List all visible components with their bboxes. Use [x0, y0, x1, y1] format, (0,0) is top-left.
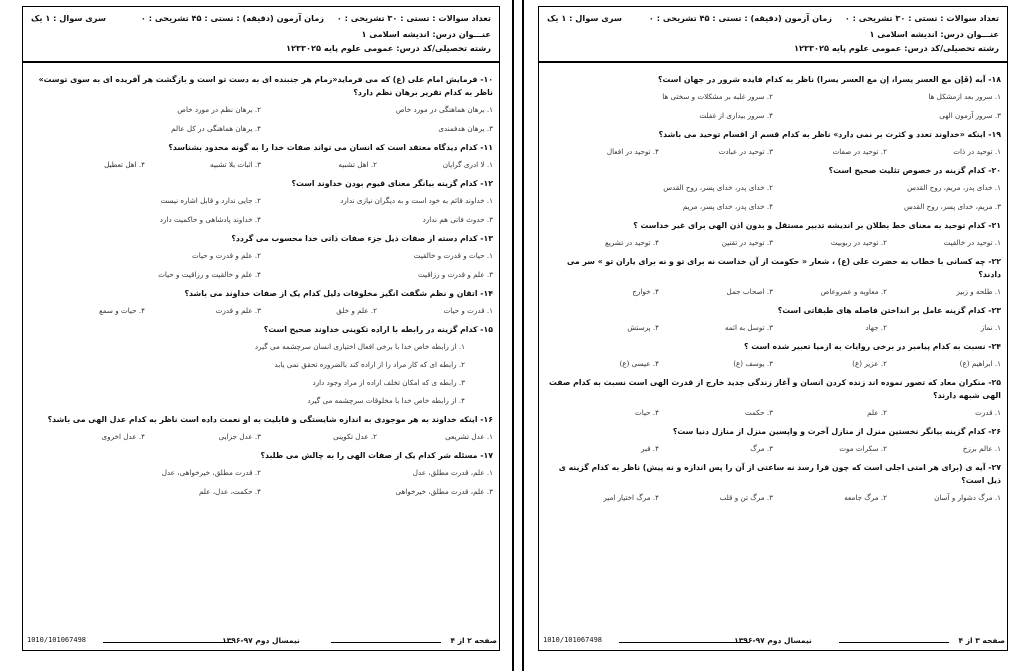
answer-options — [29, 104, 493, 135]
answer-options — [29, 431, 493, 443]
answer-options — [545, 237, 1001, 249]
answer-option: ۱. توحید در خالقیت — [943, 238, 1001, 247]
answer-option: ۱. لا ادری گرایان — [442, 160, 493, 169]
term-label: نیمسال دوم ۹۷-۱۳۹۶ — [734, 636, 812, 645]
question-text: ۱۲- کدام گزینه بیانگر معنای قیوم بودن خداوند است؟ — [291, 179, 493, 188]
answer-option: ۲. سکرات موت — [839, 444, 887, 453]
course-title: عنـــوان درس: اندیشه اسلامی ۱ — [869, 29, 999, 39]
answer-option: ۴. قبر — [640, 444, 659, 453]
exam-sheet — [538, 6, 1008, 651]
answer-option: ۴. عیسی (ع) — [619, 359, 659, 368]
exam-sheet — [22, 6, 500, 651]
answer-option: ۴. توحید در تشریع — [605, 238, 659, 247]
answer-option: ۳. رابطه ی که امکان تخلف اراده از مراد وجود دارد — [312, 378, 465, 387]
answer-option: ۲. جایی ندارد و قابل اشاره نیست — [160, 196, 261, 205]
answer-option: ۳. برهان هدفمندی — [438, 124, 493, 133]
answer-option: ۲. علم و قدرت و حیات — [192, 251, 261, 260]
term-label: نیمسال دوم ۹۷-۱۳۹۶ — [222, 636, 300, 645]
answer-option: ۴. توحید در افعال — [606, 147, 659, 156]
answer-option: ۱. عدل تشریعی — [445, 432, 493, 441]
answer-options — [29, 305, 493, 317]
page-footer — [539, 634, 1007, 648]
answer-options — [29, 195, 493, 226]
answer-option: ۱. قدرت و حیات — [443, 306, 493, 315]
answer-options — [545, 286, 1001, 298]
answer-option: ۱. علم، قدرت مطلق، عدل — [412, 468, 493, 477]
answer-option: ۳. حدوث فانی هم ندارد — [422, 215, 493, 224]
answer-option: ۳. توحید در عبادت — [718, 147, 773, 156]
answer-option: ۳. توحید در تقنین — [721, 238, 773, 247]
exam-code: 1010/101067498 — [543, 636, 603, 644]
answer-option: ۴. اهل تعطیل — [104, 160, 145, 169]
question-text: ۲۷- آیه ی (برای هر امتی اجلی است که چون فرا رسد نه ساعتی از آن را پس اندازه و نه پیش) ناظر به کدام گزینه ی ذیل است؟ — [558, 463, 1001, 485]
answer-option: ۳. اثبات بلا تشبیه — [209, 160, 261, 169]
answer-option: ۱. مرگ دشوار و آسان — [934, 493, 1001, 502]
answer-options — [545, 146, 1001, 158]
answer-option: ۱. نماز — [980, 323, 1001, 332]
answer-option: ۳. علم و قدرت — [215, 306, 261, 315]
answer-option: ۱. ابراهیم (ع) — [959, 359, 1001, 368]
num-questions: تعداد سوالات : تستی : ۳۰ تشریحی : ۰ — [336, 13, 491, 23]
question-text: ۱۰- فرمایش امام علی (ع) که می فرماید«زمام هر جنبنده ای به دست تو است و بازگشت هر آفریده ای به سوی توست» ناظر به کدام تقریر برهان نظم دارد؟ — [38, 75, 493, 97]
answer-option: ۴. حیات و سمع — [98, 306, 145, 315]
exam-time: زمان آزمون (دقیقه) : تستی : ۴۵ تشریحی : ۰ — [140, 13, 324, 23]
page-number: صفحه ۳ از ۴ — [958, 636, 1005, 645]
num-questions: تعداد سوالات : تستی : ۳۰ تشریحی : ۰ — [844, 13, 999, 23]
answer-option: ۲. برهان نظم در مورد خاص — [177, 105, 261, 114]
question-text: ۱۶- اینکه خداوند به هر موجودی به اندازه شایستگی و قابلیت به او نعمت داده است ناظر به کدام عدل الهی می باشد؟ — [47, 415, 493, 424]
question-text: ۲۱- کدام توحید به معنای خط بطلان بر اندیشه تدبیر مستقل و بدون اذن الهی برای غیر خداست ؟ — [633, 221, 1001, 230]
answer-option: ۱. توحید در ذات — [953, 147, 1001, 156]
exam-code: 1010/101067498 — [27, 636, 87, 644]
answer-option: ۲. مرگ جامعه — [844, 493, 887, 502]
answer-option: ۳. اصحاب جمل — [726, 287, 773, 296]
answer-option: ۱. سرور بعد ازمشکل ها — [928, 92, 1001, 101]
answer-options — [545, 91, 1001, 122]
answer-option: ۴. پرستش — [627, 323, 659, 332]
answer-option: ۳. حکمت — [744, 408, 773, 417]
question-text: ۱۳- کدام دسته از صفات ذیل جزء صفات ذاتی خدا محسوب می گردد؟ — [231, 234, 493, 243]
answer-option: ۱. حیات و قدرت و خالقیت — [413, 251, 493, 260]
answer-option: ۴. عدل اخروی — [101, 432, 145, 441]
question-text: ۲۲- چه کسانی با خطاب به حضرت علی (ع) ، شعار « حکومت از آن خداست نه برای تو و نه برای یاران تو » سر می دادند؟ — [567, 257, 1001, 279]
question-text: ۱۵- کدام گزینه در رابطه با اراده تکوینی خداوند صحیح است؟ — [263, 325, 493, 334]
question-text: ۱۴- اتقان و نظم شگفت انگیز مخلوقات دلیل کدام یک از صفات خداوند می باشد؟ — [184, 289, 493, 298]
answer-option: ۴. علم و خالقیت و رزاقیت و حیات — [158, 270, 261, 279]
answer-option: ۳. عدل جزایی — [218, 432, 261, 441]
answer-options — [545, 182, 1001, 213]
field-code: رشته تحصیلی/کد درس: عمومی علوم پایه ۱۲۳۳۰۲۵ — [794, 43, 999, 53]
answer-options — [545, 407, 1001, 419]
answer-option: ۳. مریم، خدای پسر، روح القدس — [904, 202, 1001, 211]
answer-option: ۴. حکمت، عدل، علم — [198, 487, 261, 496]
answer-option: ۲. اهل تشبیه — [338, 160, 377, 169]
answer-option: ۲. سرور غلبه بر مشکلات و سختی ها — [662, 92, 773, 101]
series-number: سری سوال : ۱ یک — [31, 13, 106, 23]
answer-option: ۴. خدای پدر، خدای پسر، مریم — [682, 202, 773, 211]
answer-option: ۳. توسل به ائمه — [724, 323, 773, 332]
questions-list — [29, 67, 493, 628]
question-text: ۱۷- مسئله شر کدام یک از صفات الهی را به چالش می طلبد؟ — [260, 451, 493, 460]
series-number: سری سوال : ۱ یک — [547, 13, 622, 23]
answer-option: ۲. رابطه ای که کار مراد را از اراده کند بالضروره تحقق نمی یابد — [274, 360, 465, 369]
answer-options — [545, 358, 1001, 370]
answer-options — [545, 443, 1001, 455]
answer-option: ۳. علم، قدرت مطلق، خیرخواهی — [395, 487, 493, 496]
answer-option: ۴. خداوند پادشاهی و حاکمیت دارد — [159, 215, 261, 224]
answer-option: ۳. علم و قدرت و رزاقیت — [417, 270, 493, 279]
exam-page-3 — [522, 0, 1024, 671]
question-text: ۱۹- اینکه «خداوند تعدد و کثرت بر نمی دارد» ناظر به کدام قسم از اقسام توحید می باشد؟ — [658, 130, 1001, 139]
answer-option: ۲. جهاد — [865, 323, 887, 332]
answer-option: ۲. قدرت مطلق، خیرخواهی، عدل — [161, 468, 261, 477]
answer-option: ۱. قدرت — [975, 408, 1001, 417]
answer-option: ۳. مرگ تن و قلب — [719, 493, 773, 502]
question-text: ۱۱- کدام دیدگاه معتقد است که انسان می تواند صفات خدا را به گونه محدود بشناسد؟ — [168, 143, 493, 152]
question-text: ۲۶- کدام گزینه بیانگر نخستین منزل از منازل آخرت و واپسین منزل از منازل دنیا ست؟ — [672, 427, 1001, 436]
answer-options — [29, 159, 493, 171]
answer-option: ۳. سرور آزمون الهی — [939, 111, 1001, 120]
answer-option: ۴. سرور بیداری از غفلت — [699, 111, 773, 120]
answer-option: ۱. از رابطه خاص خدا با برخی افعال اختیاری انسان سرچشمه می گیرد — [254, 342, 465, 351]
answer-option: ۲. علم — [867, 408, 887, 417]
answer-options — [545, 492, 1001, 504]
questions-list — [545, 67, 1001, 628]
question-text: ۲۳- کدام گزینه عامل بر انداختن فاصله های طبقاتی است؟ — [777, 306, 1001, 315]
answer-option: ۲. علم و خلق — [336, 306, 377, 315]
question-text: ۲۰- کدام گزینه در خصوص تثلیث صحیح است؟ — [828, 166, 1001, 175]
answer-option: ۱. خداوند قائم به خود است و به دیگران نیازی ندارد — [340, 196, 493, 205]
answer-options — [29, 467, 493, 498]
field-code: رشته تحصیلی/کد درس: عمومی علوم پایه ۱۲۳۳۰۲۵ — [286, 43, 491, 53]
course-title: عنـــوان درس: اندیشه اسلامی ۱ — [361, 29, 491, 39]
answer-option: ۴. مرگ اختیار امیر — [603, 493, 659, 502]
answer-option: ۲. عزیر (ع) — [852, 359, 887, 368]
answer-options — [29, 250, 493, 281]
answer-option: ۴. از رابطه خاص خدا با مخلوقات سرچشمه می گیرد — [307, 396, 465, 405]
answer-option: ۲. خدای پدر، خدای پسر، روح القدس — [663, 183, 773, 192]
answer-options — [545, 322, 1001, 334]
page-footer — [23, 634, 499, 648]
answer-option: ۱. عالم برزخ — [962, 444, 1001, 453]
answer-option: ۲. توحید در صفات — [832, 147, 887, 156]
answer-option: ۱. طلحه و زبیر — [956, 287, 1001, 296]
exam-header — [539, 7, 1007, 63]
answer-option: ۱. خدای پدر، مریم، روح القدس — [907, 183, 1001, 192]
question-text: ۲۵- منکران معاد که تصور نموده اند زنده کردن انسان و آغاز زندگی جدید خارج از قدرت الهی است نسبت به کدام صفت الهی شبهه دارند؟ — [549, 378, 1001, 400]
answer-option: ۲. توحید در ربوبیت — [830, 238, 887, 247]
answer-option: ۲. عدل تکوینی — [333, 432, 377, 441]
answer-options — [29, 341, 493, 407]
exam-header — [23, 7, 499, 63]
answer-option: ۲. معاویه و عمروعاص — [820, 287, 887, 296]
answer-option: ۴. برهان هماهنگی در کل عالم — [171, 124, 261, 133]
answer-option: ۳. یوسف (ع) — [733, 359, 773, 368]
answer-option: ۴. حیات — [634, 408, 659, 417]
answer-option: ۱. برهان هماهنگی در مورد خاص — [395, 105, 493, 114]
page-number: صفحه ۲ از ۴ — [450, 636, 497, 645]
answer-option: ۴. خوارج — [632, 287, 659, 296]
answer-option: ۳. مرگ — [750, 444, 773, 453]
question-text: ۱۸- آیه (فَإن مع العسر یسرا، إن مع العسر یسرا) ناظر به کدام فایده شرور در جهان است؟ — [658, 75, 1001, 84]
question-text: ۲۴- نسبت به کدام پیامبر در برخی روایات به ازمیا تعبیر شده است ؟ — [744, 342, 1001, 351]
exam-time: زمان آزمون (دقیقه) : تستی : ۴۵ تشریحی : ۰ — [648, 13, 832, 23]
